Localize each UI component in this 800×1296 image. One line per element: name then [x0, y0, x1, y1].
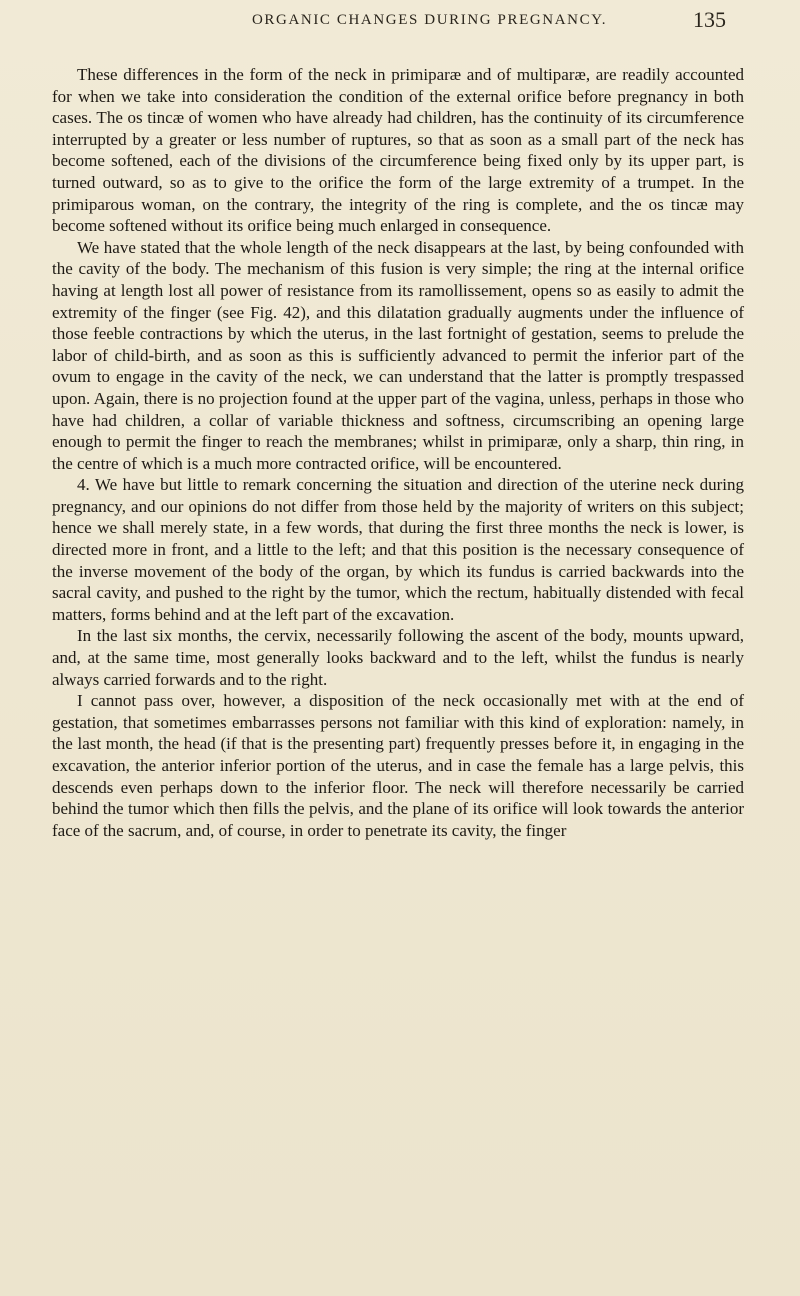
paragraph: I cannot pass over, however, a disposition of the neck occasionally met with at the end of gestation, that sometimes embarrasses persons not familiar with this kind of exploration: namely, in the last month, the head (if that is the presenting part) frequently presses before it, in engaging in the excavation, the anterior inferior portion of the uterus, and in case the female has a large pelvis, this descends even perhaps down to the inferior floor. The neck will therefore necessarily be carried behind the tumor which then fills the pelvis, and the plane of its orifice will look towards the anterior face of the sacrum, and, of course, in order to penetrate its cavity, the finger: [52, 691, 744, 840]
running-head: [0, 6, 800, 42]
page-number: 135: [693, 7, 726, 32]
paragraph: These differences in the form of the neck in primiparæ and of multiparæ, are readily accounted for when we take into consideration the condition of the external orifice before pregnancy in both cases. The os tincæ of women who have already had children, has the continuity of its circumference interrupted by a greater or less number of ruptures, so that as soon as a small part of the neck has become softened, each of the divisions of the circumference being fixed only by its upper part, is turned outward, so as to give to the orifice the form of the large extremity of a trumpet. In the primiparous woman, on the contrary, the integrity of the ring is complete, and the os tincæ may become softened without its orifice being much enlarged in consequence.: [52, 65, 744, 236]
paragraph: In the last six months, the cervix, necessarily following the ascent of the body, mounts upward, and, at the same time, most generally looks backward and to the left, whilst the fundus is nearly always carried forwards and to the right.: [52, 626, 744, 689]
running-head-title: ORGANIC CHANGES DURING PREGNANCY.: [252, 12, 608, 28]
body-text: [52, 64, 744, 841]
paragraph: 4. We have but little to remark concerning the situation and direction of the uterine neck during pregnancy, and our opinions do not differ from those held by the majority of writers on this subject; hence we shall merely state, in a few words, that during the first three months the neck is lower, is directed more in front, and a little to the left; and that this position is the necessary consequence of the inverse movement of the body of the organ, by which its fundus is carried backwards into the sacral cavity, and pushed to the right by the tumor, which the rectum, habitually distended with fecal matters, forms behind and at the left part of the excavation.: [52, 475, 744, 624]
paragraph: We have stated that the whole length of the neck disappears at the last, by being confounded with the cavity of the body. The mechanism of this fusion is very simple; the ring at the internal orifice having at length lost all power of resistance from its ramollissement, opens so as easily to admit the extremity of the finger (see Fig. 42), and this dilatation gradually augments under the influence of those feeble contractions by which the uterus, in the last fortnight of gestation, seems to prelude the labor of child-birth, and as soon as this is sufficiently advanced to permit the inferior part of the ovum to engage in the cavity of the neck, we can understand that the latter is promptly trespassed upon. Again, there is no projection found at the upper part of the vagina, unless, perhaps in those who have had children, a collar of variable thickness and softness, circumscribing an opening large enough to permit the finger to reach the membranes; whilst in primiparæ, only a sharp, thin ring, in the centre of which is a much more contracted orifice, will be encountered.: [52, 237, 744, 473]
